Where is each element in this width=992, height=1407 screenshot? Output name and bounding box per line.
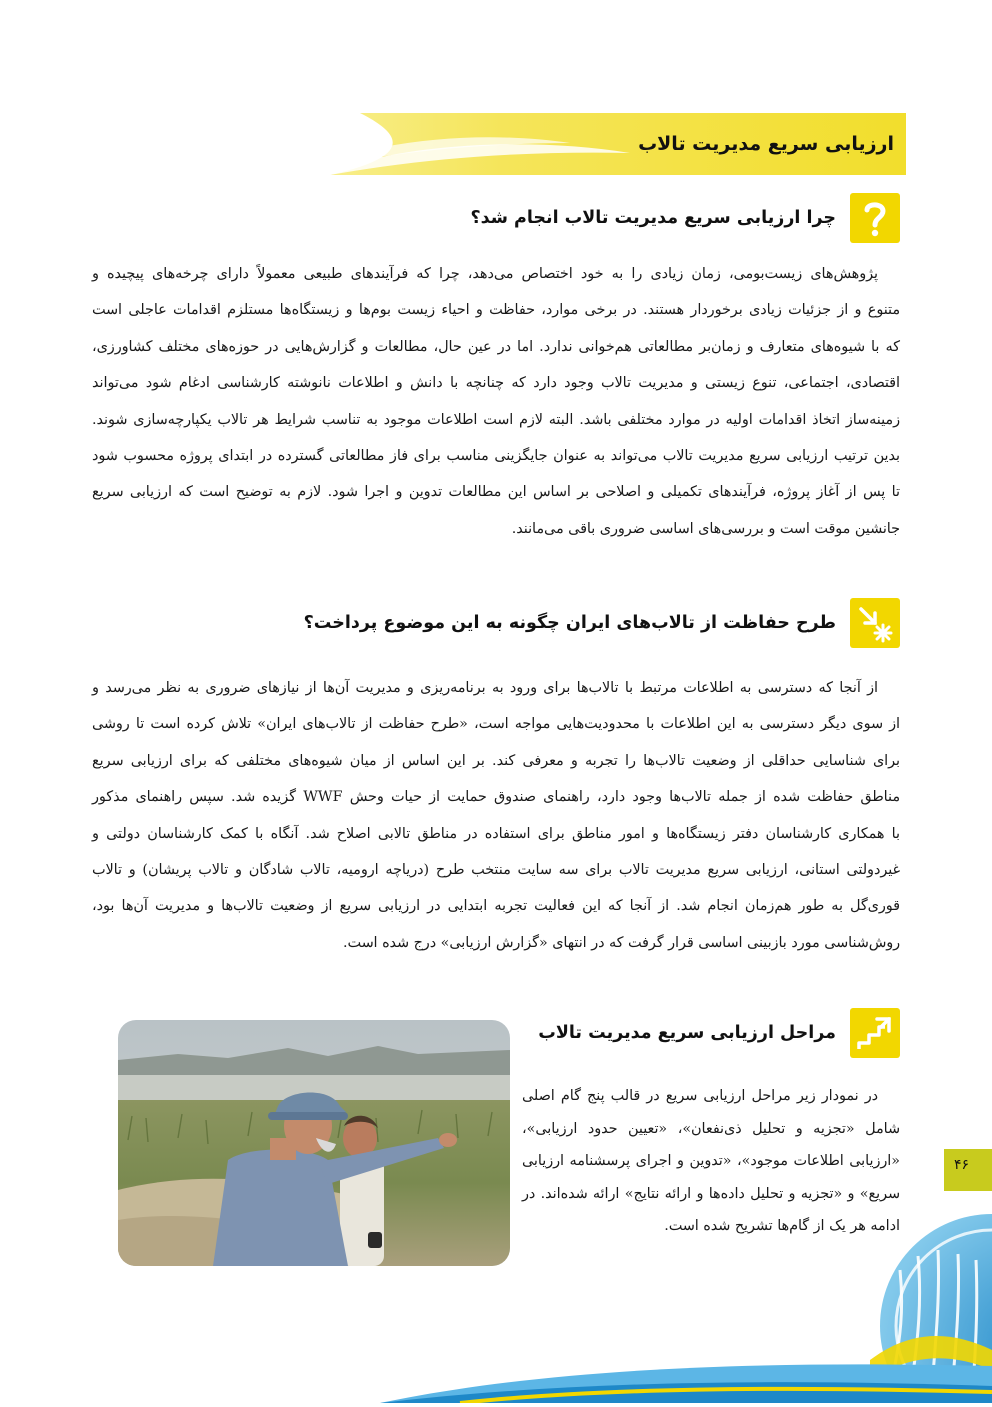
text-line: قوری‌گل به طور هم‌زمان انجام شد. از آنجا که این فعالیت تجربه ابتدایی در ارزیابی سریع از وضعیت تالاب‌ها و مدیریت آن‌ها بود، xyxy=(92,898,900,915)
header-band xyxy=(330,113,906,175)
section-heading-why xyxy=(470,193,900,243)
text-line: جانشین موقت است و بررسی‌های اساسی ضروری باقی می‌مانند. xyxy=(511,520,900,537)
text-line: بدین ترتیب ارزیابی سریع مدیریت تالاب می‌تواند به عنوان جایگزینی مناسب برای فاز مطالعاتی گسترده در ابتدای پروژه محسوب شود xyxy=(92,448,900,465)
text-line: از آنجا که دسترسی به اطلاعات مرتبط با تالاب‌ها برای ورود به برنامه‌ریزی و مدیریت آن‌ها از نیازهای ضروری به نظر می‌رسد و xyxy=(92,680,878,696)
text-line: تا پس از آغاز پروژه، فرآیندهای تکمیلی و اصلاحی بر اساس این مطالعات تدوین و اجرا شود. لازم به توضیح است که ارزیابی سریع xyxy=(92,484,900,501)
bottom-swoosh-graphic xyxy=(380,1330,992,1407)
text-line: زمینه‌ساز اتخاذ اقدامات اولیه در موارد مختلفی باشد. البته لازم است اطلاعات موجود به تناسب شرایط هر تالاب یکپارچه‌سازی شوند. xyxy=(92,411,900,428)
section-title: طرح حفاظت از تالاب‌های ایران چگونه به این موضوع پرداخت؟ xyxy=(303,613,836,633)
text-line: از سوی دیگر دسترسی به این اطلاعات با محدودیت‌هایی مواجه است، «طرح حفاظت از تالاب‌های ایران» تلاش کرده است تا روشی xyxy=(92,716,900,733)
arrow-asterisk-icon xyxy=(850,598,900,648)
text-line: غیردولتی استانی، ارزیابی سریع مدیریت تالاب برای سه سایت منتخب طرح (دریاچه ارومیه، تالاب شادگان و تالاب پریشان) و تالاب xyxy=(92,862,900,879)
text-line: ادامه هر یک از گام‌ها تشریح شده است. xyxy=(664,1218,900,1234)
section-title: چرا ارزیابی سریع مدیریت تالاب انجام شد؟ xyxy=(470,208,836,228)
text-line: که با شیوه‌های متعارف و زمان‌بر مطالعاتی هم‌خوانی ندارد. اما در عین حال، مطالعات و گزارش‌هایی در حوزه‌های مختلف کشاورزی، xyxy=(92,338,900,355)
section-heading-steps xyxy=(538,1008,900,1058)
text-line: با همکاری کارشناسان دفتر زیستگاه‌ها و امور مناطق برای استفاده در مناطق تالابی اصلاح شد. آنگاه با کمک کارشناسان دولتی و xyxy=(92,825,900,842)
paragraph-why xyxy=(92,256,900,547)
stairs-arrow-icon xyxy=(850,1008,900,1058)
header-title: ارزیابی سریع مدیریت تالاب xyxy=(638,133,894,155)
text-line: پژوهش‌های زیست‌بومی، زمان زیادی را به خود اختصاص می‌دهد، چرا که فرآیندهای طبیعی معمولاً دارای چرخه‌های پیچیده و xyxy=(92,266,878,282)
text-line: روش‌شناسی مورد بازبینی اساسی قرار گرفت که در انتهای «گزارش ارزیابی» درج شده است. xyxy=(342,934,900,951)
text-line: شامل «تجزیه و تحلیل ذی‌نفعان»، «تعیین حدود ارزیابی»، xyxy=(522,1120,900,1137)
text-line: اقتصادی، اجتماعی، تنوع زیستی و مدیریت تالاب وجود دارد که چنانچه با دانش و اطلاعات نانوشته کارشناسی ادغام شود می‌تواند xyxy=(92,375,900,392)
text-line: سریع» و «تجزیه و تحلیل داده‌ها و ارائه نتایج» ارائه شده‌اند. در xyxy=(522,1185,900,1202)
section-title: مراحل ارزیابی سریع مدیریت تالاب xyxy=(538,1023,836,1043)
wetland-photo xyxy=(118,1020,510,1266)
text-line: «ارزیابی اطلاعات موجود»، «تدوین و اجرای پرسشنامه ارزیابی xyxy=(522,1153,900,1169)
question-mark-icon xyxy=(850,193,900,243)
section-heading-how xyxy=(304,598,900,648)
text-line: متنوع و از جزئیات زیادی برخوردار هستند. در برخی موارد، حفاظت و احیاء زیست بوم‌ها و زیستگاه‌ها مستلزم اقدامات عاجلی است xyxy=(92,302,900,319)
paragraph-how xyxy=(92,670,900,961)
paragraph-steps xyxy=(522,1080,900,1243)
page-number: ۴۶ xyxy=(954,1157,970,1173)
text-line: در نمودار زیر مراحل ارزیابی سریع در قالب پنج گام اصلی xyxy=(522,1088,878,1104)
text-line: مناطق حفاظت شده از جمله تالاب‌ها وجود دارد، راهنمای صندوق حمایت از حیات وحش WWF گزیده شد. سپس راهنمای مذکور xyxy=(92,789,900,806)
text-line: برای شناسایی حداقلی از وضعیت تالاب‌ها را تجربه و معرفی کند. بر این اساس از میان شیوه‌های مختلفی که برای ارزیابی سریع xyxy=(92,752,900,769)
